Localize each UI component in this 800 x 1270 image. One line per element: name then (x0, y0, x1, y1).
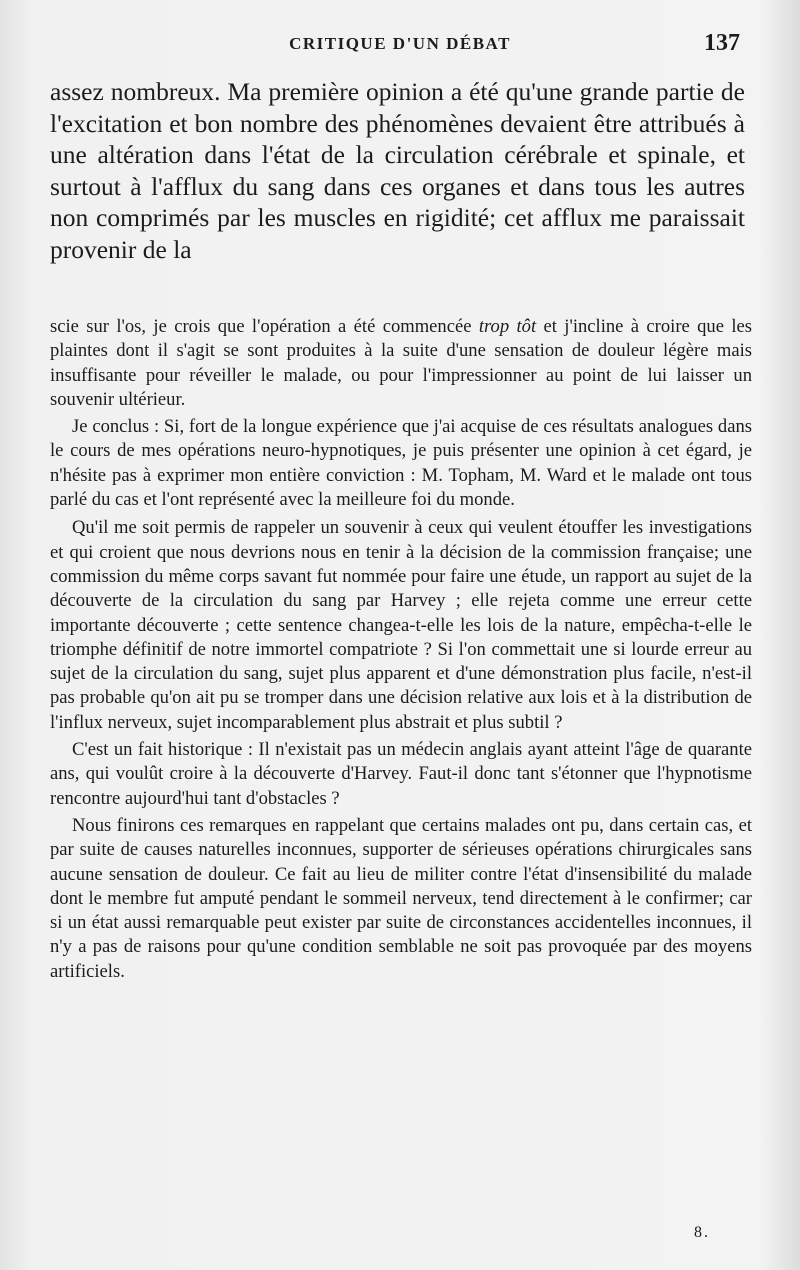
note-paragraph-1-end: et j'incline à croire que les plaintes dont il s'agit se sont produites à la suite d'une sensation de douleur légère mais insuffisante pour réveiller le malade, ou pour l'impressionner au point de lui laisser un souvenir ultérieur. (50, 316, 752, 410)
note-paragraph-5: Nous finirons ces remarques en rappelant que certains malades ont pu, dans certain cas, et par suite de causes naturelles inconnues, supporter de sérieuses opérations chirurgicales sans aucune sensation de douleur. Ce fait au lieu de militer contre l'état d'insensibilité du malade dont le membre fut amputé pendant le sommeil nerveux, tend directement à le confirmer; car si un état aussi remarquable peut exister par suite de circonstances accidentelles inconnues, il n'y a pas de raisons pour qu'une condition semblable ne soit pas provoquée par des moyens artificiels. (50, 814, 752, 982)
notes-block (50, 315, 752, 987)
note-paragraph-4: C'est un fait historique : Il n'existait pas un médecin anglais ayant atteint l'âge de quarante ans, qui voulût croire à la découverte d'Harvey. Faut-il donc tant s'étonner que l'hypnotisme rencontre aujourd'hui tant d'obstacles ? (50, 739, 752, 809)
note-paragraph-2: Je conclus : Si, fort de la longue expérience que j'ai acquise de ces résultats analogues dans le cours de mes opérations neuro-hypnotiques, je puis présenter une opinion à cet égard, je n'hésite pas à exprimer mon entière conviction : M. Topham, M. Ward et le malade ont tous parlé du cas et l'ont représenté avec la meilleure foi du monde. (50, 416, 752, 511)
running-title: CRITIQUE D'UN DÉBAT (289, 34, 511, 53)
note-paragraph-1 (50, 315, 752, 412)
main-paragraph: assez nombreux. Ma première opinion a été qu'une grande partie de l'excitation et bon nombre des phénomènes devaient être attribués à une altération dans l'état de la circulation cérébrale et spinale, et surtout à l'afflux du sang dans ces organes et dans tous les autres non comprimés par les muscles en rigidité; cet afflux me paraissait provenir de la (50, 77, 745, 264)
note-paragraph-3: Qu'il me soit permis de rappeler un souvenir à ceux qui veulent étouffer les investigations et qui croient que nous devrions nous en tenir à la décision de la commission française; une commission du même corps savant fut nommée pour faire une étude, un rapport au sujet de la découverte de la circulation du sang par Harvey ; elle rejeta comme une erreur cette importante découverte ; cette sentence changea-t-elle les lois de la nature, empêcha-t-elle le triomphe définitif de notre immortel compatriote ? Si l'on commettait une si lourde erreur au sujet de la circulation du sang, sujet plus apparent et d'une démonstration plus facile, n'est-il pas probable qu'on ait pu se tromper dans une décision relative aux lois et à la distribution de l'influx nerveux, sujet incomparablement plus abstrait et plus subtil ? (50, 517, 752, 733)
page-number: 137 (704, 30, 740, 56)
note-emphasis: trop tôt (478, 316, 537, 337)
note-paragraph-1-start: scie sur l'os, je crois que l'opération a été commencée (50, 316, 479, 337)
signature-mark: 8. (694, 1224, 710, 1241)
main-text-block (50, 76, 745, 265)
page-header (50, 30, 750, 62)
